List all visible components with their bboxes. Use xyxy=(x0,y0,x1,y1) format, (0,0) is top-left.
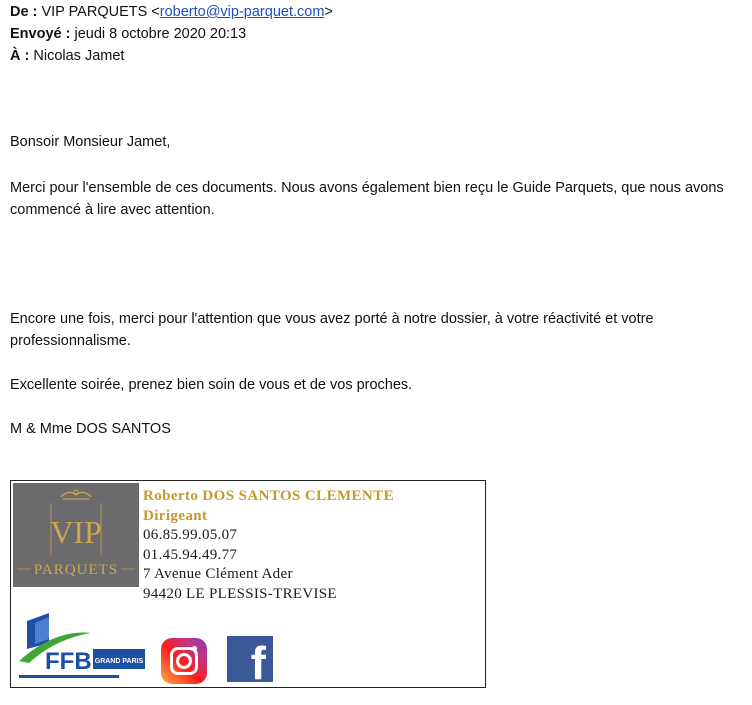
to-value: Nicolas Jamet xyxy=(33,48,125,64)
signature-title: Dirigeant xyxy=(143,507,208,524)
signature-address-city: 94420 LE PLESSIS-TREVISE xyxy=(143,585,337,602)
logo-vip-text: VIP xyxy=(50,514,102,550)
to-line xyxy=(10,46,124,66)
sent-value: jeudi 8 octobre 2020 20:13 xyxy=(74,26,247,42)
ffb-logo-icon[interactable] xyxy=(15,613,151,683)
greeting: Bonsoir Monsieur Jamet, xyxy=(10,134,171,150)
signature-name: Roberto DOS SANTOS CLEMENTE xyxy=(143,488,394,504)
sent-line xyxy=(10,24,246,44)
from-label: De : xyxy=(10,4,38,20)
ffb-text: FFB xyxy=(45,648,92,675)
ffb-subtext: GRAND PARIS xyxy=(94,658,144,665)
from-name: VIP PARQUETS < xyxy=(41,4,160,20)
from-email-link[interactable]: roberto@vip-parquet.com xyxy=(159,4,325,20)
to-label: À : xyxy=(10,48,30,64)
signature-block xyxy=(10,480,486,688)
from-close: > xyxy=(324,4,333,20)
signature-details xyxy=(143,487,394,604)
vip-parquets-logo xyxy=(13,483,139,587)
closing: M & Mme DOS SANTOS xyxy=(10,421,171,437)
signature-address-street: 7 Avenue Clément Ader xyxy=(143,566,293,582)
facebook-icon[interactable]: f xyxy=(227,636,273,682)
signature-phone-mobile: 06.85.99.05.07 xyxy=(143,527,238,543)
body-paragraph-1: Merci pour l'ensemble de ces documents. Nous avons également bien reçu le Guide Parquets, que nous avons commencé à lire avec attention. xyxy=(10,180,724,218)
body-paragraph-2: Encore une fois, merci pour l'attention que vous avez porté à notre dossier, à votre réactivité et votre professionnalisme. xyxy=(10,311,654,349)
logo-parquets-text: PARQUETS xyxy=(33,562,119,578)
body-paragraph-3: Excellente soirée, prenez bien soin de vous et de vos proches. xyxy=(10,377,413,393)
from-line xyxy=(10,2,333,22)
signature-phone-landline: 01.45.94.49.77 xyxy=(143,546,238,563)
instagram-icon[interactable] xyxy=(161,638,207,684)
sent-label: Envoyé : xyxy=(10,26,71,42)
